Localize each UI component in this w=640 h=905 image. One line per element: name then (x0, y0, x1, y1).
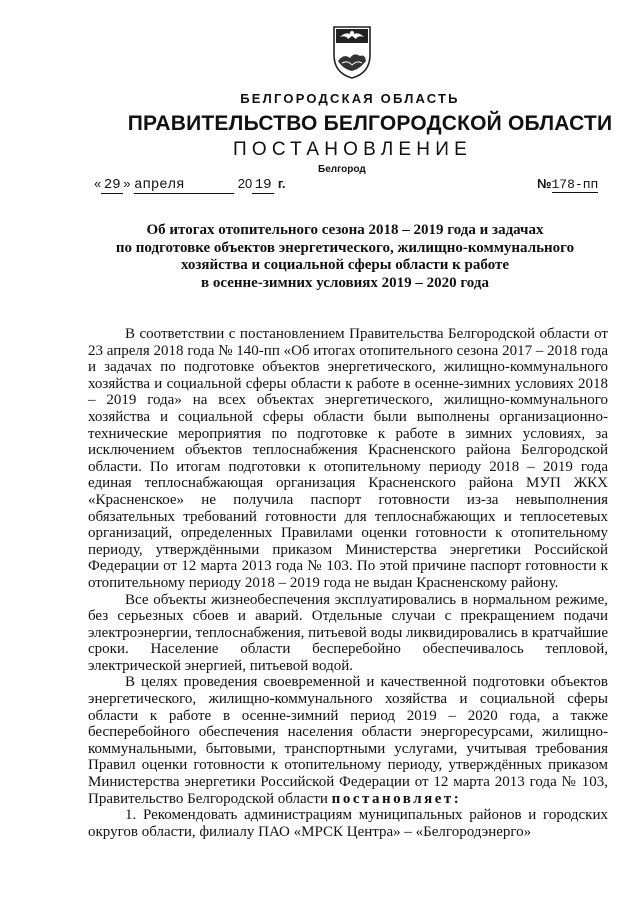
title-line: Об итогах отопительного сезона 2018 – 2019 года и задачах (146, 222, 544, 238)
document-number (537, 176, 598, 192)
number-value: 178-пп (551, 177, 599, 192)
title-line: хозяйства и социальной сферы области к работе (180, 257, 510, 273)
date-month: апреля (134, 177, 234, 194)
date-year: 19 (252, 177, 274, 194)
decision-word: постановляет: (331, 790, 462, 807)
title-line: по подготовке объектов энергетического, жилищно-коммунального (115, 239, 575, 256)
paragraph: Все объекты жизнеобеспечения эксплуатировались в нормальном режиме, без серьезных сбоев и аварий. Отдельные случаи с прекращением подачи электроэнергии, теплоснабжения, питьевой воды ликвидировались в кратчайшие сроки. Население области бесперебойно обеспечивалось тепловой, электрической энергией, питьевой водой. (88, 591, 608, 674)
region-name: БЕЛГОРОДСКАЯ ОБЛАСТЬ (240, 91, 460, 106)
date-century: 20 (237, 176, 253, 191)
paragraph: 1. Рекомендовать администрациям муниципальных районов и городских округов области, филиалу ПАО «МРСК Центра» – «Белгородэнерго» (88, 807, 608, 840)
paragraph-text: В целях проведения своевременной и качественной подготовки объектов энергетического, жилищно-коммунального хозяйства и социальной сферы области к работе в осенне-зимний период 2019 – 2020 года, а также бесперебойного обеспечения населения области энергоресурсами, жилищно-коммунальными, бытовыми, транспортными услугами, учитывая требования Правил оценки готовности к отопительному периоду, утверждённых приказом Министерства энергетики Российской Федерации от 12 марта 2013 года № 103, Правительство Белгородской области (88, 674, 608, 807)
date-close-quote: » (123, 176, 131, 191)
paragraph (88, 674, 608, 807)
document-date (94, 176, 286, 194)
number-prefix: № (537, 176, 552, 191)
date-open-quote: « (94, 176, 102, 191)
document-title (100, 222, 590, 292)
document-type: ПОСТАНОВЛЕНИЕ (233, 139, 472, 160)
city-name: Белгород (318, 164, 366, 175)
date-day: 29 (101, 177, 123, 194)
government-name: ПРАВИТЕЛЬСТВО БЕЛГОРОДСКОЙ ОБЛАСТИ (127, 112, 613, 135)
date-year-suffix: г. (277, 176, 286, 191)
document-body (88, 326, 608, 840)
title-line: в осенне-зимних условиях 2019 – 2020 года (201, 274, 489, 291)
paragraph: В соответствии с постановлением Правительства Белгородской области от 23 апреля 2018 года № 140-пп «Об итогах отопительного сезона 2017 – 2018 года и задачах по подготовке объектов энергетического, жилищно-коммунального хозяйства и социальной сферы области к работе в осенне-зимних условиях 2018 – 2019 года» на всех объектах энергетического, жилищно-коммунального хозяйства и социальной сферы области были выполнены организационно-технические мероприятия по подготовке к работе в зимних условиях, за исключением объектов теплоснабжения Красненского района Белгородской области. По итогам подготовки к отопительному периоду 2018 – 2019 года единая теплоснабжающая организация Красненского района МУП ЖКХ «Красненское» не получила паспорт готовности из-за невыполнения обязательных требований готовности для теплоснабжающих и теплосетевых организаций, определенных Правилами оценки готовности к отопительному периоду, утверждёнными приказом Министерства энергетики Российской Федерации от 12 марта 2013 года № 103. По этой причине паспорт готовности к отопительному периоду 2018 – 2019 года не выдан Красненскому району. (88, 326, 608, 591)
coat-of-arms-icon (332, 25, 372, 80)
